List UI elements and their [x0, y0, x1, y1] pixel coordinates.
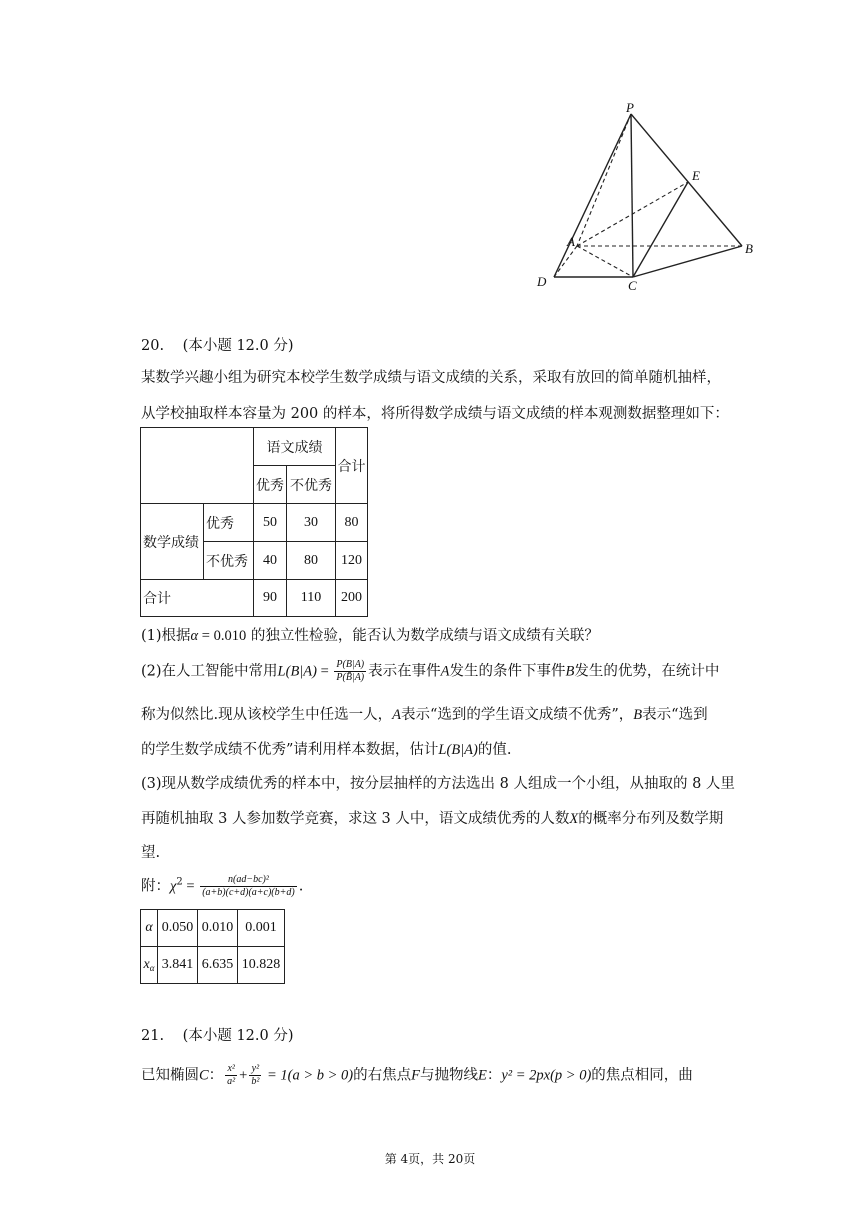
- row-label-excellent: 优秀: [204, 504, 254, 542]
- part3-line2-a: 再随机抽取 3 人参加数学竞赛，求这 3 人中，语文成绩优秀的人数: [141, 811, 570, 827]
- part1-eq: = 0.010: [198, 628, 247, 644]
- part2-fraction: [334, 659, 366, 684]
- cell-r1c2: 30: [287, 504, 336, 542]
- crit-alpha-1: 0.050: [158, 910, 198, 947]
- part2-event-a: A: [440, 663, 450, 680]
- cell-r1c3: 80: [336, 504, 368, 542]
- part2-text-a: (2)在人工智能中常用: [141, 663, 278, 680]
- row-label-not-excellent: 不优秀: [204, 542, 254, 580]
- appendix-period: .: [298, 878, 304, 895]
- q21-frac-y-den: b²: [251, 1076, 260, 1087]
- crit-x-symbol: x: [143, 957, 150, 972]
- q21-text-a: 已知椭圆: [141, 1067, 199, 1084]
- q21-frac-x: [225, 1063, 237, 1088]
- edge-PB: [631, 114, 742, 246]
- q21-plus: +: [239, 1067, 248, 1084]
- edge-PA: [577, 114, 631, 246]
- part2-frac-num: P(B|A): [336, 659, 365, 670]
- part2-text-b: 表示在事件: [368, 663, 441, 680]
- q20-part3-line3: 望.: [141, 845, 161, 861]
- edge-PD: [554, 114, 631, 277]
- part2-event-b: B: [565, 663, 575, 680]
- edge-PC: [631, 114, 633, 277]
- q21-frac-y: [249, 1063, 261, 1088]
- appendix-eq: =: [182, 878, 199, 895]
- q21-colon: ：: [208, 1067, 224, 1084]
- edge-CE: [633, 182, 688, 277]
- q21-heading: [141, 1024, 294, 1045]
- q20-appendix: [141, 874, 303, 899]
- part2-line3-b: 的值.: [477, 742, 512, 758]
- q20-intro-line1: 某数学兴趣小组为研究本校学生数学成绩与语文成绩的关系，采取有放回的简单随机抽样，: [141, 370, 721, 386]
- label-C: C: [628, 278, 637, 293]
- label-E: E: [692, 168, 700, 183]
- label-A: A: [567, 234, 575, 249]
- part2-frac-den: P(B̄|A): [336, 672, 365, 683]
- edge-AC: [577, 246, 633, 277]
- part2-lba: L(B|A): [277, 663, 317, 680]
- header-col-not-excellent: 不优秀: [287, 466, 336, 504]
- crit-alpha-2: 0.010: [198, 910, 238, 947]
- pyramid-figure: [530, 100, 770, 300]
- q21-frac-y-num: y²: [249, 1063, 261, 1076]
- part2-line2-event-b: B: [633, 707, 643, 723]
- label-B: B: [745, 241, 753, 256]
- part1-text-a: (1)根据: [141, 628, 191, 644]
- cell-r1c1: 50: [254, 504, 287, 542]
- header-total: 合计: [336, 428, 368, 504]
- q20-part2-line3: [141, 738, 511, 759]
- part2-line2-b: 表示“选到的学生语文成绩不优秀”，: [400, 707, 634, 723]
- part2-line3-lba: L(B|A): [438, 742, 478, 758]
- q20-part3-line1: (3)现从数学成绩优秀的样本中，按分层抽样的方法选出 8 人组成一个小组，从抽取的 8 人里: [141, 776, 735, 792]
- part1-alpha: α: [190, 628, 199, 644]
- q20-part2-line2: [141, 703, 708, 724]
- q21-parabola-e: E: [477, 1067, 487, 1084]
- critical-value-table: [140, 909, 285, 984]
- q21-parabola-eq: y² = 2px(p > 0): [501, 1067, 592, 1084]
- q21-colon2: ：: [486, 1067, 502, 1084]
- crit-x-label: [141, 947, 158, 984]
- appendix-label: 附：: [141, 878, 170, 895]
- crit-alpha-label: α: [141, 910, 158, 947]
- q21-text-b: 的右焦点: [353, 1067, 412, 1084]
- q20-intro-line2: 从学校抽取样本容量为 200 的样本，将所得数学成绩与语文成绩的样本观测数据整理如下：: [141, 406, 729, 422]
- label-D: D: [537, 274, 547, 289]
- label-P: P: [626, 100, 634, 115]
- q21-focus-f: F: [411, 1067, 420, 1084]
- q21-ellipse-c: C: [199, 1067, 209, 1084]
- q20-part3-line2: [141, 807, 723, 828]
- q21-text-c: 与抛物线: [419, 1067, 478, 1084]
- part2-line3-a: 的学生数学成绩不优秀”请利用样本数据，估计: [141, 742, 439, 758]
- cell-r3c1: 90: [254, 580, 287, 617]
- header-chinese: 语文成绩: [254, 428, 336, 466]
- appendix-frac-den: (a+b)(c+d)(a+c)(b+d): [202, 887, 295, 898]
- header-math: 数学成绩: [141, 504, 204, 580]
- appendix-chi: χ: [170, 878, 177, 895]
- q20-score: (本小题 12.0 分): [182, 338, 294, 354]
- q20-heading: [141, 334, 294, 355]
- crit-x-2: 6.635: [198, 947, 238, 984]
- part3-line2-b: 的概率分布列及数学期: [578, 811, 724, 827]
- q21-score: (本小题 12.0 分): [182, 1028, 294, 1044]
- crit-x-3: 10.828: [238, 947, 285, 984]
- cell-r3c2: 110: [287, 580, 336, 617]
- appendix-fraction: [200, 874, 297, 899]
- edge-CB: [633, 246, 742, 277]
- part2-line2-a: 称为似然比.现从该校学生中任选一人，: [141, 707, 393, 723]
- header-col-excellent: 优秀: [254, 466, 287, 504]
- part3-variable-x: X: [569, 811, 579, 827]
- q21-number: 21.: [141, 1028, 165, 1044]
- part1-text-b: 的独立性检验，能否认为数学成绩与语文成绩有关联？: [246, 628, 599, 644]
- cell-r2c1: 40: [254, 542, 287, 580]
- appendix-chi-exponent: 2: [176, 876, 183, 888]
- crit-x-1: 3.841: [158, 947, 198, 984]
- cell-r3c3: 200: [336, 580, 368, 617]
- q20-part1: [141, 624, 599, 645]
- q21-text-d: 的焦点相同，曲: [591, 1067, 693, 1084]
- part2-text-c: 发生的条件下事件: [449, 663, 566, 680]
- q21-frac-x-num: x²: [225, 1063, 237, 1076]
- table-corner: [141, 428, 254, 504]
- cell-r2c2: 80: [287, 542, 336, 580]
- part2-eq: =: [316, 663, 333, 680]
- part2-text-d: 发生的优势，在统计中: [574, 663, 720, 680]
- q20-part2-line1: [141, 659, 719, 684]
- q20-number: 20.: [141, 338, 165, 354]
- part2-line2-event-a: A: [392, 707, 401, 723]
- edge-AD: [554, 246, 577, 277]
- cell-r2c3: 120: [336, 542, 368, 580]
- page-footer: 第 4页，共 20页: [384, 1152, 476, 1166]
- crit-alpha-3: 0.001: [238, 910, 285, 947]
- q21-ellipse-eq: = 1(a > b > 0): [263, 1067, 354, 1084]
- q21-frac-x-den: a²: [227, 1076, 236, 1087]
- contingency-table: [140, 427, 368, 617]
- part2-line2-c: 表示“选到: [642, 707, 708, 723]
- appendix-frac-num: n(ad−bc)²: [200, 874, 297, 887]
- q21-line1: [141, 1063, 693, 1088]
- row-label-total: 合计: [141, 580, 254, 617]
- crit-x-subscript: α: [149, 963, 155, 973]
